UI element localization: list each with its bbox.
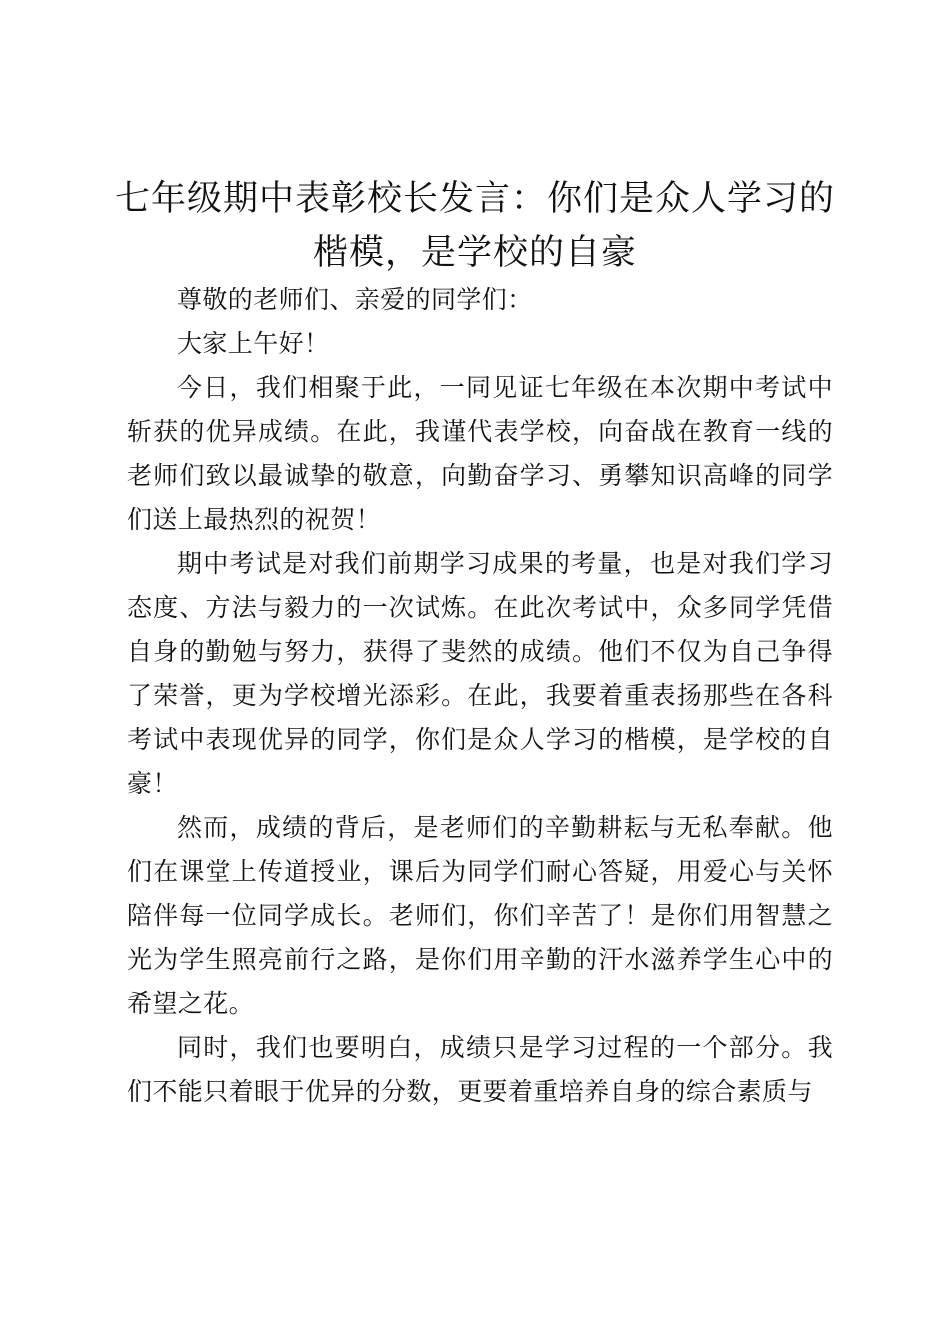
body-paragraph: 期中考试是对我们前期学习成果的考量，也是对我们学习态度、方法与毅力的一次试炼。在此次考试中，众多同学凭借自身的勤勉与努力，获得了斐然的成绩。他们不仅为自己争得了荣誉，更为学校增光添彩。在此，我要着重表扬那些在各科考试中表现优异的同学，你们是众人学习的楷模，是学校的自豪！ bbox=[127, 549, 833, 798]
body-paragraph: 然而，成绩的背后，是老师们的辛勤耕耘与无私奉献。他们在课堂上传道授业，课后为同学们耐心答疑，用爱心与关怀陪伴每一位同学成长。老师们，你们辛苦了！是你们用智慧之光为学生照亮前行之路，是你们用辛勤的汗水滋养学生心中的希望之花。 bbox=[127, 813, 833, 1018]
salutation-paragraph: 尊敬的老师们、亲爱的同学们： bbox=[177, 285, 533, 314]
document-body bbox=[127, 278, 833, 1114]
greeting-paragraph: 大家上午好！ bbox=[177, 329, 330, 358]
body-paragraph: 今日，我们相聚于此，一同见证七年级在本次期中考试中斩获的优异成绩。在此，我谨代表学校，向奋战在教育一线的老师们致以最诚挚的敬意，向勤奋学习、勇攀知识高峰的同学们送上最热烈的祝贺！ bbox=[127, 373, 833, 534]
document-title: 七年级期中表彰校长发言：你们是众人学习的楷模，是学校的自豪 bbox=[114, 179, 835, 273]
body-paragraph: 同时，我们也要明白，成绩只是学习过程的一个部分。我们不能只着眼于优异的分数，更要着重培养自身的综合素质与 bbox=[127, 1033, 833, 1106]
